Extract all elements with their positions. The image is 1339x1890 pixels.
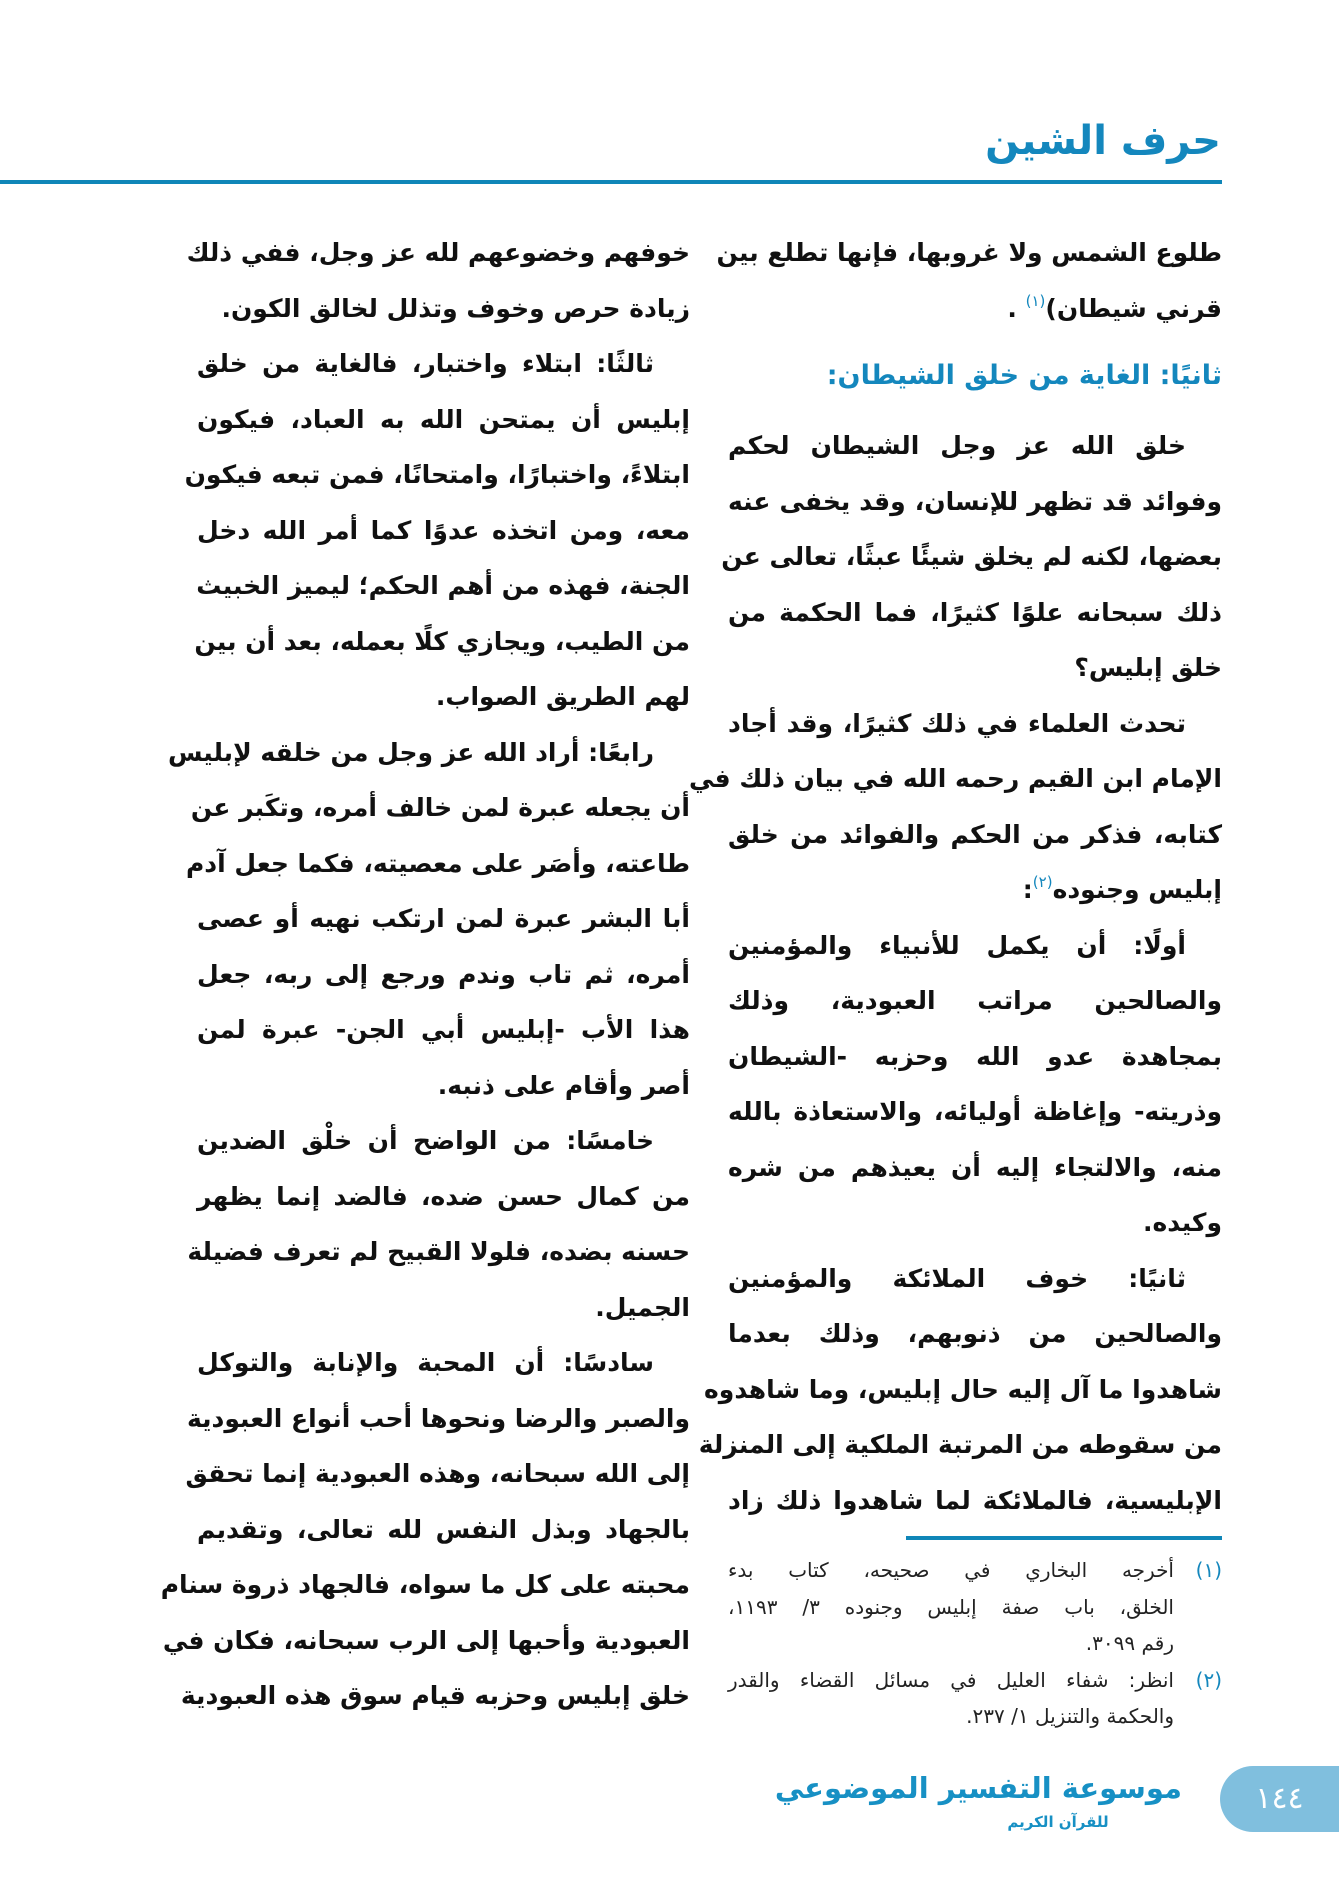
text-line xyxy=(197,1002,690,1058)
line-text: من كمال حسن ضده، فالضد إنما يظهر xyxy=(197,1181,690,1211)
line-text: ذلك سبحانه علوًا كثيرًا، فما الحكمة من xyxy=(728,597,1222,627)
footnote-line: والحكمة والتنزيل ١/ ٢٣٧. xyxy=(966,1704,1174,1728)
footnote xyxy=(728,1662,1222,1735)
text-line xyxy=(728,1473,1222,1529)
right-body xyxy=(688,418,1222,1528)
line-text: الجنة، فهذه من أهم الحكم؛ ليميز الخبيث xyxy=(196,571,690,600)
line-text: وفوائد قد تظهر للإنسان، وقد يخفى عنه xyxy=(728,486,1222,516)
text-line xyxy=(180,1668,690,1724)
text-line xyxy=(197,1335,690,1391)
text-line xyxy=(716,225,1222,281)
line-text: حسنه بضده، فلولا القبيح لم تعرف فضيلة xyxy=(187,1237,690,1266)
left-column xyxy=(160,225,690,1724)
header-rule xyxy=(0,180,1222,184)
footnote-marker: (١) xyxy=(1025,291,1046,310)
text-line xyxy=(167,725,690,781)
text-line xyxy=(162,1613,690,1669)
text-line xyxy=(728,1084,1222,1140)
line-text: هذا الأب -إبليس أبي الجن- عبرة لمن xyxy=(197,1015,690,1044)
text-line xyxy=(197,503,690,559)
text-line xyxy=(728,585,1222,641)
encyclopedia-logo xyxy=(774,1764,1182,1844)
line-text: إبليس وجنوده xyxy=(1052,875,1222,904)
text-line xyxy=(160,1557,690,1613)
line-text: تحدث العلماء في ذلك كثيرًا، وقد أجاد xyxy=(728,708,1186,738)
line-text: والصالحين مراتب العبودية، وذلك xyxy=(728,986,1222,1015)
text-line xyxy=(194,614,690,670)
footnote-line: أخرجه البخاري في صحيحه، كتاب بدء xyxy=(728,1558,1174,1582)
line-trailing: : xyxy=(1022,875,1033,904)
line-text: الإمام ابن القيم رحمه الله في بيان ذلك في xyxy=(688,764,1222,793)
right-column xyxy=(688,225,1222,1528)
text-line xyxy=(187,1391,690,1447)
line-text: العبودية وأحبها إلى الرب سبحانه، فكان في xyxy=(162,1625,690,1655)
line-text: أبا البشر عبرة لمن ارتكب نهيه أو عصى xyxy=(197,904,690,933)
line-text: طلوع الشمس ولا غروبها، فإنها تطلع بين xyxy=(716,238,1222,267)
logo-title: موسوعة التفسير الموضوعي xyxy=(774,1771,1182,1805)
line-text: وكيده. xyxy=(1143,1208,1222,1237)
line-text: كتابه، فذكر من الحكم والفوائد من خلق xyxy=(728,819,1222,849)
footnote xyxy=(728,1552,1222,1662)
line-trailing: . xyxy=(1007,293,1026,323)
line-text: منه، والالتجاء إليه أن يعيذهم من شره xyxy=(728,1152,1222,1182)
line-text: ثالثًا: ابتلاء واختبار، فالغاية من خلق xyxy=(197,349,654,378)
text-line xyxy=(185,1446,690,1502)
line-text: بالجهاد وبذل النفس لله تعالى، وتقديم xyxy=(197,1514,690,1544)
text-line xyxy=(197,669,690,725)
footnote-line: انظر: شفاء العليل في مسائل القضاء والقدر xyxy=(728,1667,1174,1692)
text-line xyxy=(704,1362,1222,1418)
line-text: الإبليسية، فالملائكة لما شاهدوا ذلك زاد xyxy=(728,1485,1222,1515)
line-text: معه، ومن اتخذه عدوًا كما أمر الله دخل xyxy=(197,515,690,545)
logo-subtitle: للقرآن الكريم xyxy=(1007,1813,1109,1831)
line-text: أن يجعله عبرة لمن خالف أمره، وتكَبر عن xyxy=(190,793,690,822)
line-text: سادسًا: أن المحبة والإنابة والتوكل xyxy=(197,1348,654,1377)
line-text: طاعته، وأصَر على معصيته، فكما جعل آدم xyxy=(185,848,690,878)
text-line xyxy=(197,891,690,947)
line-text: خوفهم وخضوعهم لله عز وجل، ففي ذلك xyxy=(186,238,690,267)
line-text: لهم الطريق الصواب. xyxy=(435,682,690,711)
text-line xyxy=(728,474,1222,530)
footnote-number: (١) xyxy=(1195,1558,1222,1582)
text-line xyxy=(728,696,1222,752)
text-line xyxy=(197,558,690,614)
text-line xyxy=(728,1140,1222,1196)
text-line xyxy=(698,1417,1222,1473)
text-line xyxy=(728,1195,1222,1251)
line-text: وذريته- وإغاظة أوليائه، والاستعاذة بالله xyxy=(728,1097,1222,1126)
footnote-text xyxy=(728,1552,1174,1662)
line-text: والصبر والرضا ونحوها أحب أنواع العبودية xyxy=(187,1403,690,1433)
page-number: ١٤٤ xyxy=(1220,1766,1339,1832)
text-line xyxy=(197,947,690,1003)
text-line xyxy=(190,780,690,836)
line-text: بعضها، لكنه لم يخلق شيئًا عبثًا، تعالى عن xyxy=(721,542,1222,571)
text-line xyxy=(688,751,1222,807)
line-text: أمره، ثم تاب وندم ورجع إلى ربه، جعل xyxy=(197,959,690,989)
text-line xyxy=(728,1306,1222,1362)
line-text: زيادة حرص وخوف وتذلل لخالق الكون. xyxy=(221,293,690,323)
footnotes xyxy=(728,1552,1222,1735)
text-line xyxy=(728,418,1222,474)
footnote-line: الخلق، باب صفة إبليس وجنوده ٣/ ١١٩٣، xyxy=(728,1594,1174,1619)
line-text: أولًا: أن يكمل للأنبياء والمؤمنين xyxy=(728,930,1186,960)
line-text: من الطيب، ويجازي كلًا بعمله، بعد أن بين xyxy=(194,626,690,656)
text-line xyxy=(728,807,1222,863)
footnote-text xyxy=(728,1662,1174,1735)
footnote-line: رقم ٣٠٩٩. xyxy=(1085,1631,1174,1655)
line-text: قرني شيطان) xyxy=(1045,293,1222,323)
text-line xyxy=(728,1251,1222,1307)
line-text: والصالحين من ذنوبهم، وذلك بعدما xyxy=(728,1319,1222,1348)
text-line xyxy=(185,836,690,892)
footnote-rule xyxy=(906,1536,1222,1540)
line-text: الجميل. xyxy=(595,1292,690,1322)
line-text: خلق الله عز وجل الشيطان لحكم xyxy=(728,431,1186,460)
text-line xyxy=(197,1113,690,1169)
line-text: بمجاهدة عدو الله وحزبه -الشيطان xyxy=(728,1041,1222,1071)
text-line xyxy=(197,1280,690,1336)
text-line xyxy=(197,281,690,337)
line-text: ثانيًا: خوف الملائكة والمؤمنين xyxy=(728,1263,1186,1293)
text-line xyxy=(721,529,1222,585)
line-text: ابتلاءً، واختبارًا، وامتحانًا، فمن تبعه فيكون xyxy=(184,460,690,489)
text-line xyxy=(197,1169,690,1225)
text-line xyxy=(187,1224,690,1280)
intro-paragraph xyxy=(716,225,1222,336)
line-text: شاهدوا ما آل إليه حال إبليس، وما شاهدوه xyxy=(704,1374,1222,1404)
chapter-title: حرف الشين xyxy=(985,118,1221,164)
line-text: خلق إبليس؟ xyxy=(1074,653,1222,682)
line-text: إبليس أن يمتحن الله به العباد، فيكون xyxy=(197,404,690,434)
line-text: محبته على كل ما سواه، فالجهاد ذروة سنام xyxy=(160,1570,690,1599)
section-subheading: ثانيًا: الغاية من خلق الشيطان: xyxy=(826,360,1222,391)
text-line xyxy=(728,281,1222,337)
line-text: من سقوطه من المرتبة الملكية إلى المنزلة xyxy=(698,1430,1222,1459)
text-line xyxy=(728,640,1222,696)
footnote-marker: (٢) xyxy=(1032,873,1053,891)
line-text: خلق إبليس وحزبه قيام سوق هذه العبودية xyxy=(180,1681,690,1710)
text-line xyxy=(728,973,1222,1029)
text-line xyxy=(184,447,690,503)
text-line xyxy=(186,225,690,281)
line-text: خامسًا: من الواضح أن خلْق الضدين xyxy=(197,1126,654,1155)
line-text: أصر وأقام على ذنبه. xyxy=(437,1070,690,1100)
text-line xyxy=(728,1029,1222,1085)
footnote-number: (٢) xyxy=(1195,1667,1222,1692)
text-line xyxy=(197,1058,690,1114)
text-line xyxy=(728,862,1222,918)
text-line xyxy=(197,336,690,392)
text-line xyxy=(728,918,1222,974)
line-text: رابعًا: أراد الله عز وجل من خلقه لإبليس xyxy=(167,737,654,767)
text-line xyxy=(197,392,690,448)
line-text: إلى الله سبحانه، وهذه العبودية إنما تحقق xyxy=(185,1459,690,1488)
text-line xyxy=(197,1502,690,1558)
